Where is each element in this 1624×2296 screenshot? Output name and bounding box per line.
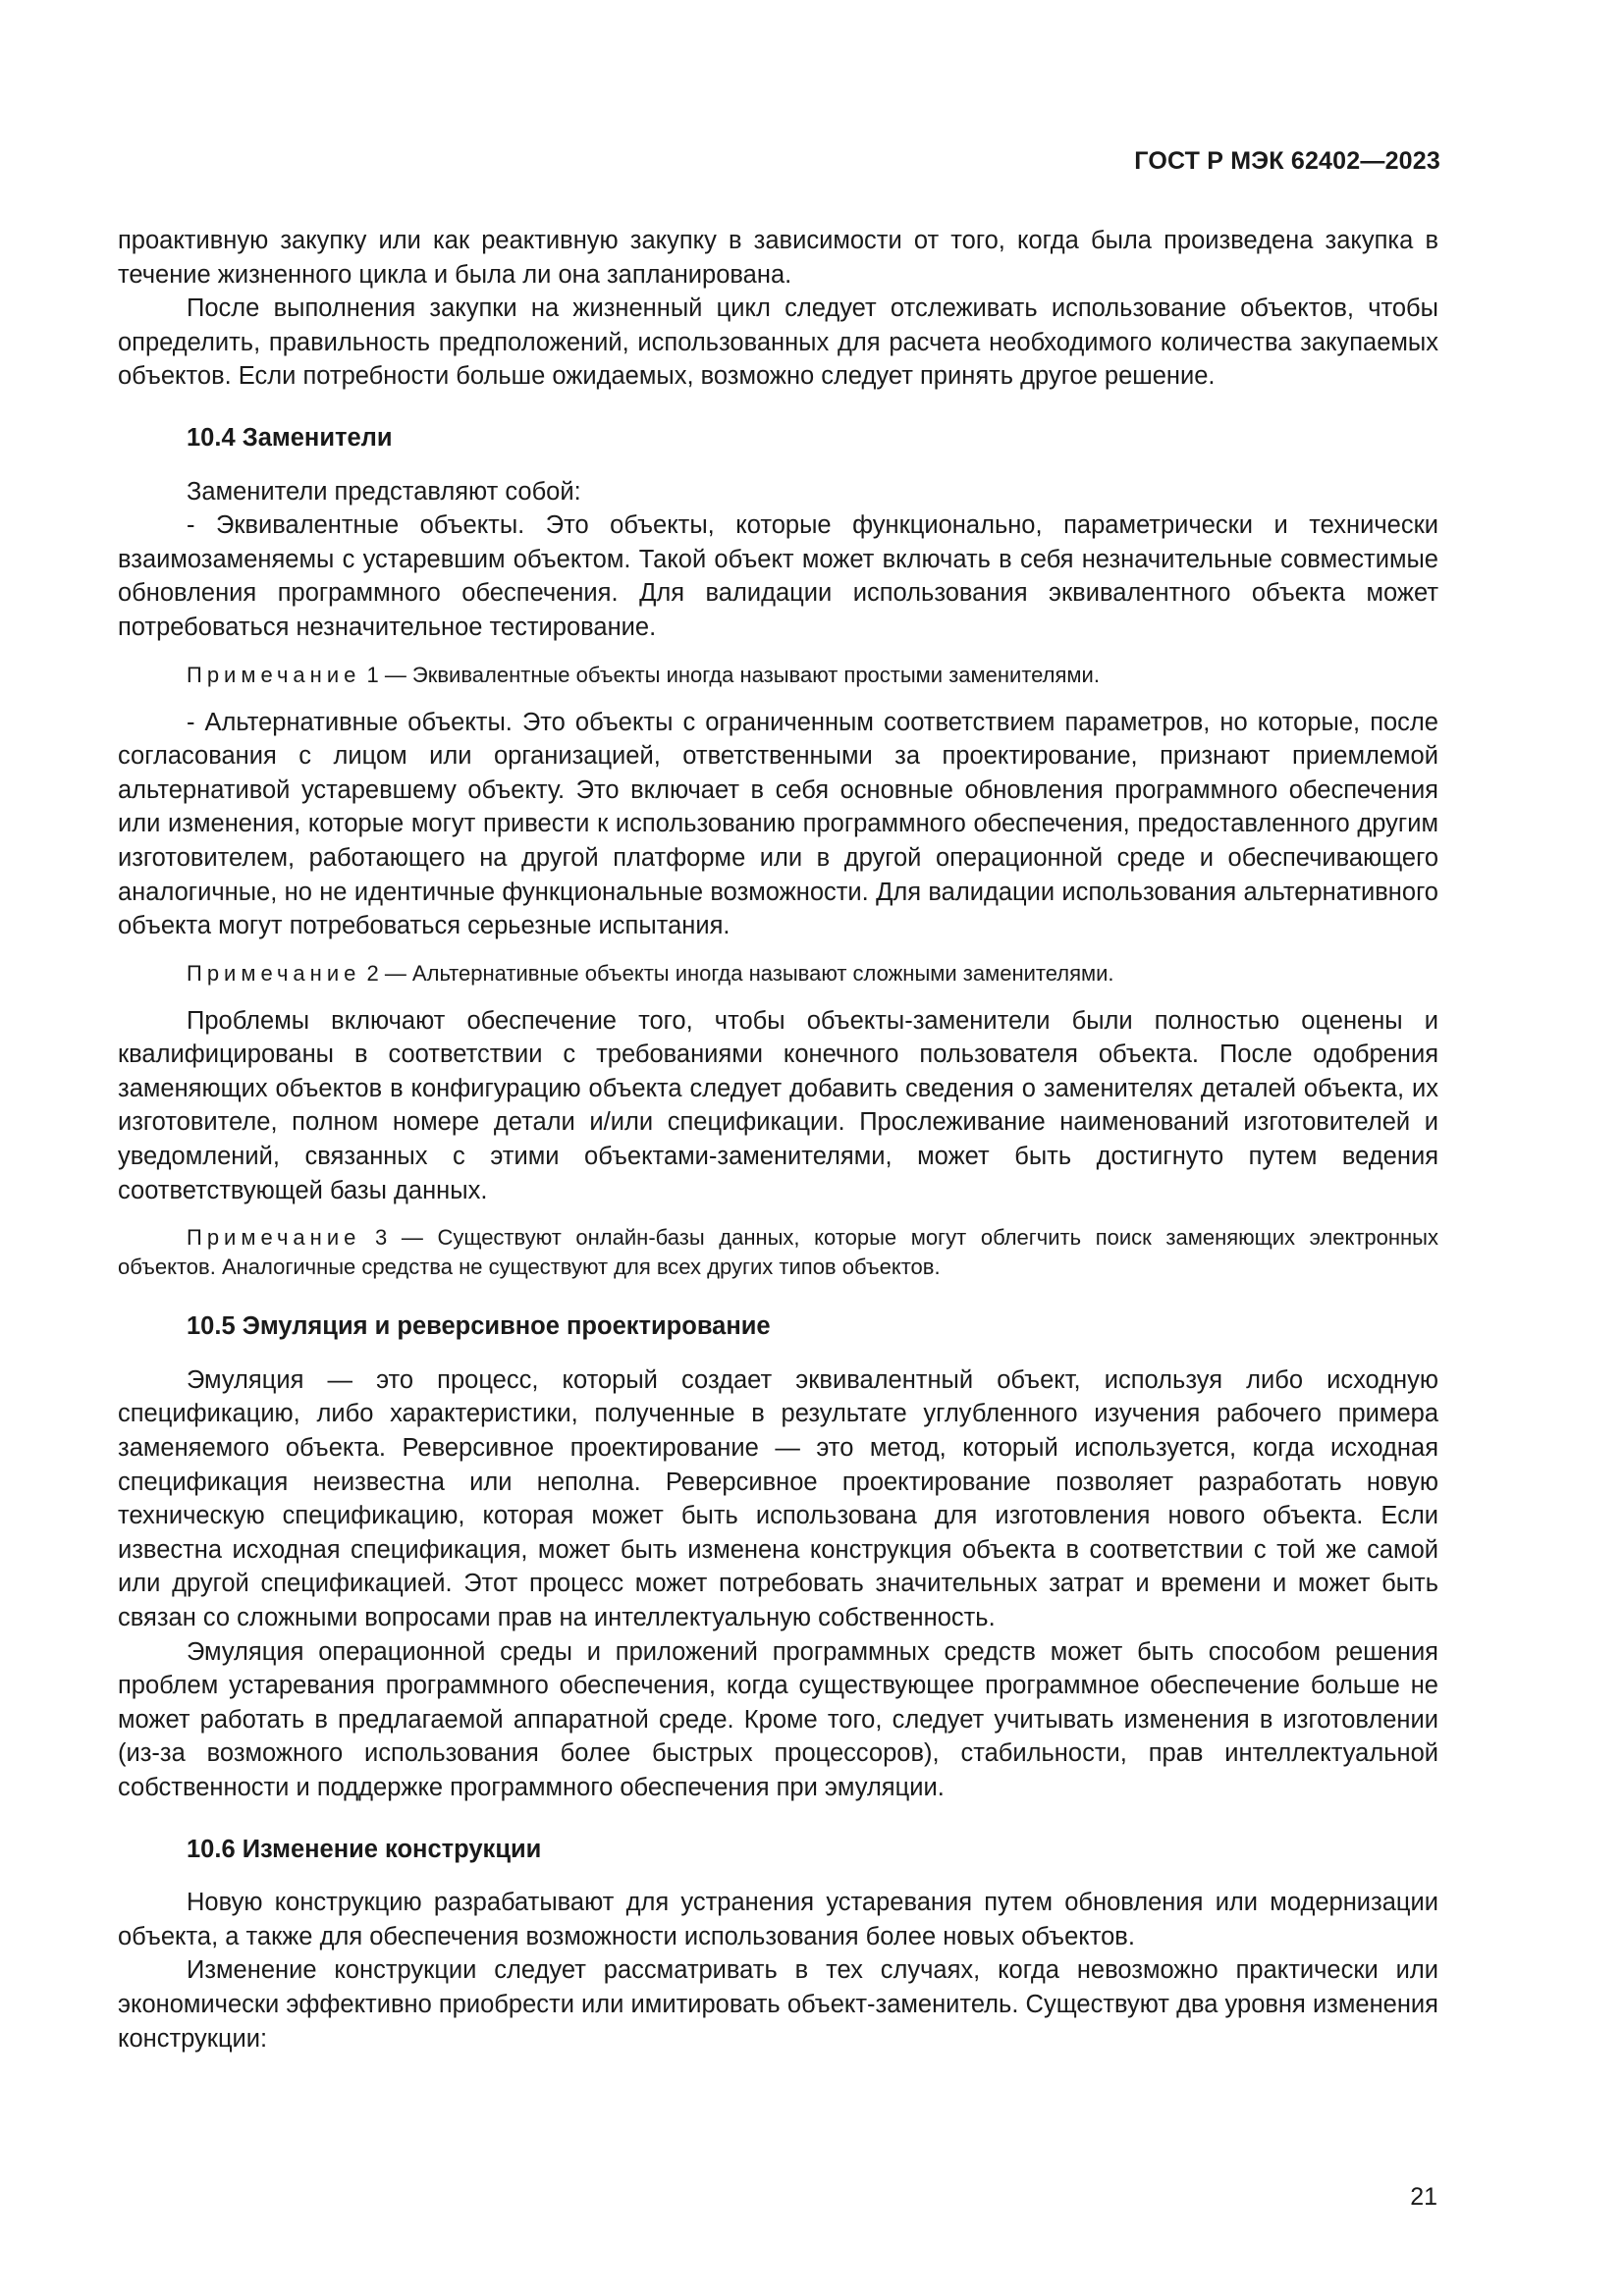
note-text: 1 — Эквивалентные объекты иногда называют простыми заменителями. (366, 662, 1100, 687)
paragraph: Эмуляция операционной среды и приложений программных средств может быть способом решения проблем устаревания программного обеспечения, когда существующее программное обеспечение больше не может работать в предлагаемой аппаратной среде. Кроме того, следует учитывать изменения в изготовлении (из-за возможного использования более быстрых процессоров), стабильности, прав интеллектуальной собственности и поддержке программного обеспечения при эмуляции. (118, 1637, 1438, 1801)
page-number: 21 (1410, 2183, 1437, 2211)
note-text: 2 — Альтернативные объекты иногда называют сложными заменителями. (366, 960, 1114, 986)
note-label: Примечание (187, 662, 361, 687)
paragraph: После выполнения закупки на жизненный цикл следует отслеживать использование объектов, чтобы определить, правильность предположений, использованных для расчета необходимого количества закупаемых объектов. Если потребности больше ожидаемых, возможно следует принять другое решение. (118, 294, 1438, 391)
paragraph: Изменение конструкции следует рассматривать в тех случаях, когда невозможно практически или экономически эффективно приобрести или имитировать объект-заменитель. Существуют два уровня изменения конструкции: (118, 1956, 1438, 2053)
paragraph: Заменители представляют собой: (187, 477, 581, 506)
note (118, 1223, 1438, 1282)
section-heading-10-5: 10.5 Эмуляция и реверсивное проектирование (187, 1312, 771, 1341)
note-label: Примечание (187, 960, 361, 986)
list-item: - Эквивалентные объекты. Это объекты, которые функционально, параметрически и технически взаимозаменяемы с устаревшим объектом. Такой объект может включать в себя незначительные совместимые обновления программного обеспечения. Для валидации использования эквивалентного объекта может потребоваться незначительное тестирование. (118, 511, 1438, 641)
note-label: Примечание (187, 1225, 361, 1251)
paragraph: Проблемы включают обеспечение того, чтобы объекты-заменители были полностью оценены и квалифицированы в соответствии с требованиями конечного пользователя объекта. После одобрения заменяющих объектов в конфигурацию объекта следует добавить сведения о заменителях деталей объекта, их изготовителе, полном номере детали и/или спецификации. Прослеживание наименований изготовителей и уведомлений, связанных с этими объектами-заменителями, может быть достигнуто путем ведения соответствующей базы данных. (118, 1006, 1438, 1204)
note-text: 3 — Существуют онлайн-базы данных, которые могут облегчить поиск заменяющих электронных объектов. Аналогичные средства не существуют для всех других типов объектов. (118, 1225, 1438, 1280)
note (118, 661, 1438, 690)
document-code-header: ГОСТ Р МЭК 62402—2023 (1134, 147, 1440, 175)
list-item: - Альтернативные объекты. Это объекты с ограниченным соответствием параметров, но которые, после согласования с лицом или организацией, ответственными за проектирование, признают приемлемой альтернативой устаревшему объекту. Это включает в себя основные обновления программного обеспечения или изменения, которые могут привести к использованию программного обеспечения, предоставленного другим изготовителем, работающего на другой платформе или в другой операционной среде и обеспечивающего аналогичные, но не идентичные функциональные возможности. Для валидации использования альтернативного объекта могут потребоваться серьезные испытания. (118, 708, 1438, 940)
note (118, 959, 1438, 988)
paragraph: Эмуляция — это процесс, который создает эквивалентный объект, используя либо исходную спецификацию, либо характеристики, полученные в результате углубленного изучения рабочего примера заменяемого объекта. Реверсивное проектирование — это метод, который используется, когда исходная спецификация неизвестна или неполна. Реверсивное проектирование позволяет разработать новую техническую спецификацию, которая может быть использована для изготовления нового объекта. Если известна исходная спецификация, может быть изменена конструкция объекта в соответствии с той же самой или другой спецификацией. Этот процесс может потребовать значительных затрат и времени и может быть связан со сложными вопросами прав на интеллектуальную собственность. (118, 1365, 1438, 1631)
section-heading-10-6: 10.6 Изменение конструкции (187, 1835, 542, 1863)
paragraph-continuation: проактивную закупку или как реактивную закупку в зависимости от того, когда была произведена закупка в течение жизненного цикла и была ли она запланирована. (118, 227, 1438, 289)
section-heading-10-4: 10.4 Заменители (187, 423, 393, 452)
page-content (118, 224, 1438, 2056)
paragraph: Новую конструкцию разрабатывают для устранения устаревания путем обновления или модернизации объекта, а также для обеспечения возможности использования более новых объектов. (118, 1889, 1438, 1950)
